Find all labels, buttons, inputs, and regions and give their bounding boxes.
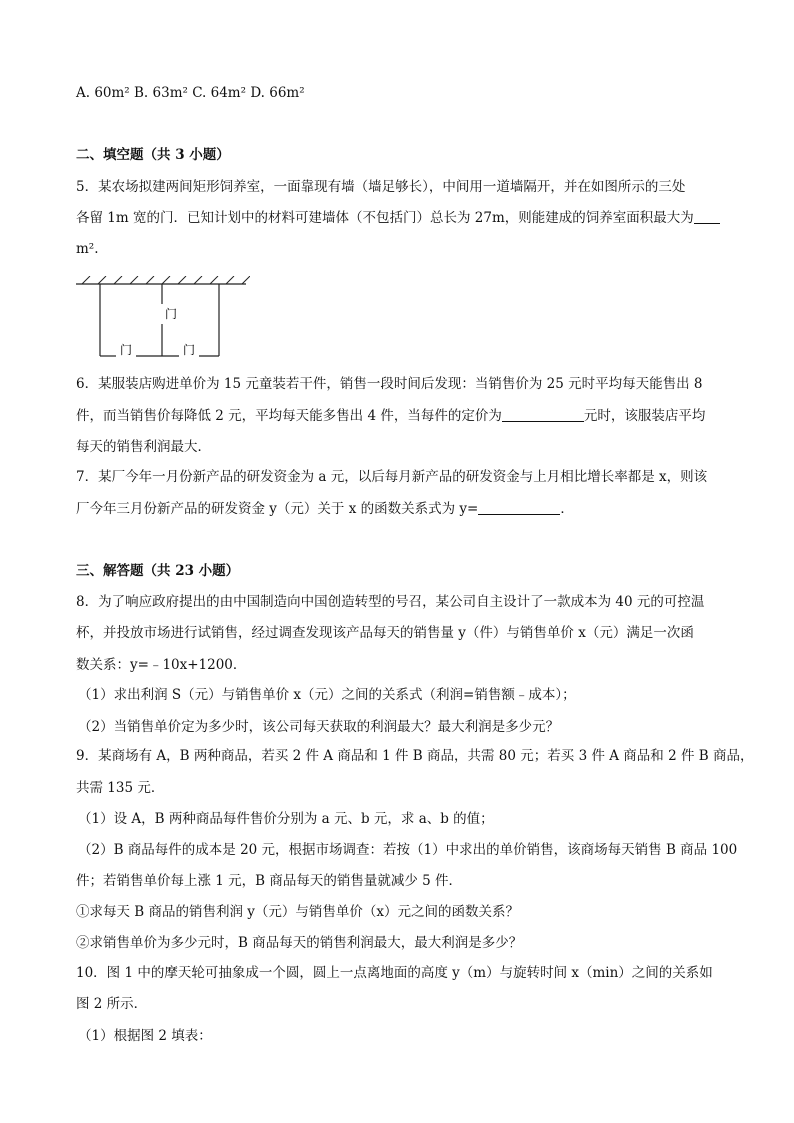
q7-line1: 7．某厂今年一月份新产品的研发资金为 a 元，以后每月新产品的研发资金与上月相比增长率都是 x，则该 <box>76 469 708 485</box>
q10-part1: （1）根据图 2 填表： <box>78 1028 212 1044</box>
q9-part2-line1: （2）B 商品每件的成本是 20 元，根据市场调查：若按（1）中求出的单价销售，该商场每天销售 B 商品 100 <box>78 842 738 858</box>
q8-line2: 杯，并投放市场进行试销售，经过调查发现该产品每天的销售量 y（件）与销售单价 x（元）满足一次函 <box>76 625 694 641</box>
q10-line1: 10．图 1 中的摩天轮可抽象成一个圆，圆上一点离地面的高度 y（m）与旋转时间 x（min）之间的关系如 <box>76 965 713 981</box>
q5-line3: m². <box>76 241 99 257</box>
door-label-middle: 门 <box>165 307 178 321</box>
farm-enclosure-figure <box>76 276 250 360</box>
q7-line2-row <box>76 499 574 519</box>
q6-line2b: 元时，该服装店平均 <box>583 408 706 424</box>
q5-line2-row <box>76 208 720 228</box>
q10-line2: 图 2 所示． <box>76 996 148 1012</box>
q6-line2-row <box>76 406 705 426</box>
q5-line1: 5．某农场拟建两间矩形饲养室，一面靠现有墙（墙足够长），中间用一道墙隔开，并在如图所示的三处 <box>76 179 686 195</box>
q6-line2a: 件，而当销售价每降低 2 元，平均每天能多售出 4 件，当每件的定价为 <box>76 408 502 424</box>
q6-answer-blank[interactable] <box>502 407 584 422</box>
q9-line1: 9．某商场有 A，B 两种商品，若买 2 件 A 商品和 1 件 B 商品，共需 80 元；若买 3 件 A 商品和 2 件 B 商品， <box>76 748 754 764</box>
answer-options: A. 60m² B. 63m² C. 64m² D. 66m² <box>76 85 305 101</box>
q8-part2: （2）当销售单价定为多少时，该公司每天获取的利润最大？最大利润是多少元？ <box>78 719 560 735</box>
q9-part1: （1）设 A，B 两种商品每件售价分别为 a 元、b 元，求 a、b 的值； <box>78 811 494 827</box>
q7-answer-blank[interactable] <box>478 500 560 515</box>
q7-line2b: ． <box>560 501 574 517</box>
q6-line3: 每天的销售利润最大． <box>76 439 211 455</box>
q9-sub2: ②求销售单价为多少元时，B 商品每天的销售利润最大，最大利润是多少？ <box>76 935 523 951</box>
q5-line2: 各留 1m 宽的门．已知计划中的材料可建墙体（不包括门）总长为 27m，则能建成的饲养室面积最大为 <box>76 210 694 226</box>
q5-answer-blank[interactable] <box>694 209 720 224</box>
q8-line3: 数关系：y=﹣10x+1200． <box>76 657 247 673</box>
section-heading-solutions: 三、解答题（共 23 小题） <box>76 563 240 579</box>
q9-line2: 共需 135 元． <box>76 780 165 796</box>
section-heading-fill-in: 二、填空题（共 3 小题） <box>76 147 230 163</box>
q8-line1: 8．为了响应政府提出的由中国制造向中国创造转型的号召，某公司自主设计了一款成本为 40 元的可控温 <box>76 594 705 610</box>
q9-sub1: ①求每天 B 商品的销售利润 y（元）与销售单价（x）元之间的函数关系？ <box>76 904 520 920</box>
q9-part2-line2: 件；若销售单价每上涨 1 元，B 商品每天的销售量就减少 5 件． <box>76 873 463 889</box>
q6-line1: 6．某服装店购进单价为 15 元童装若干件，销售一段时间后发现：当销售价为 25 元时平均每天能售出 8 <box>76 376 703 392</box>
q8-part1: （1）求出利润 S（元）与销售单价 x（元）之间的关系式（利润=销售额﹣成本）； <box>78 687 576 703</box>
door-label-left: 门 <box>120 343 133 357</box>
q7-line2a: 厂今年三月份新产品的研发资金 y（元）关于 x 的函数关系式为 y= <box>76 501 479 517</box>
door-label-right: 门 <box>183 343 196 357</box>
